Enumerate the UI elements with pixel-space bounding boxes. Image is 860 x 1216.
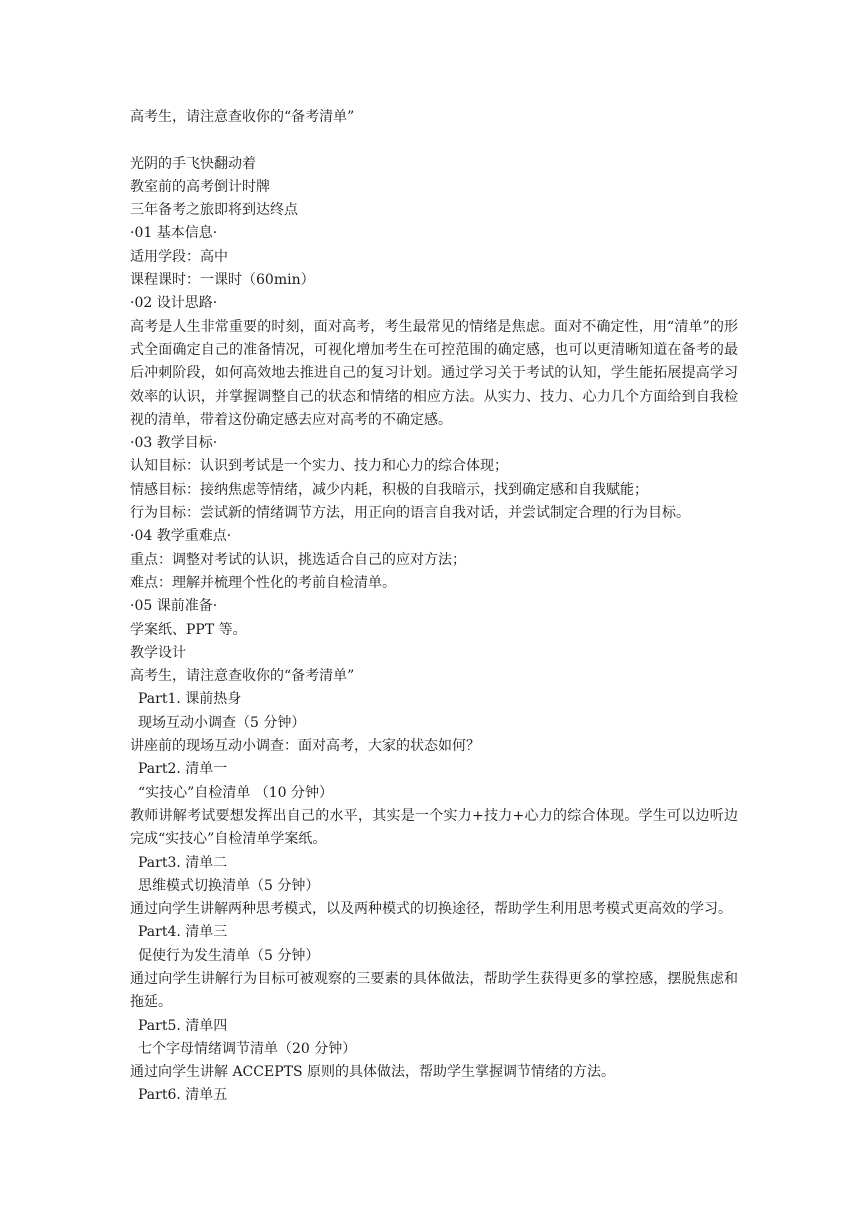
key-point-line: 重点：调整对考试的认识，挑选适合自己的应对方法； <box>130 551 466 568</box>
intro-line: 光阴的手飞快翻动着 <box>130 155 256 172</box>
part-label: Part6. 清单五 <box>138 1087 228 1104</box>
part-description: 讲座前的现场互动小调查：面对高考，大家的状态如何？ <box>130 738 480 755</box>
part-subtitle: “实技心”自检清单 （10 分钟） <box>138 784 334 801</box>
part-description: 通过向学生讲解 ACCEPTS 原则的具体做法，帮助学生掌握调节情绪的方法。 <box>130 1064 616 1081</box>
section-heading-preparation: ·05 课前准备· <box>130 598 218 615</box>
goal-line: 行为目标：尝试新的情绪调节方法，用正向的语言自我对话，并尝试制定合理的行为目标。 <box>130 505 690 522</box>
preparation-line: 学案纸、PPT 等。 <box>130 621 247 638</box>
teaching-design-heading: 教学设计 <box>130 644 186 661</box>
part-label: Part3. 清单二 <box>138 854 228 871</box>
intro-line: 三年备考之旅即将到达终点 <box>130 202 298 219</box>
part-subtitle: 促使行为发生清单（5 分钟） <box>138 947 320 964</box>
part-label: Part1. 课前热身 <box>138 691 242 708</box>
blank-line <box>130 129 738 152</box>
basic-info-line: 适用学段：高中 <box>130 248 228 265</box>
section-heading-design-idea: ·02 设计思路· <box>130 295 218 312</box>
goal-line: 认知目标：认识到考试是一个实力、技力和心力的综合体现； <box>130 458 508 475</box>
intro-line: 教室前的高考倒计时牌 <box>130 178 270 195</box>
document-page <box>130 106 738 1108</box>
goal-line: 情感目标：接纳焦虑等情绪，减少内耗，积极的自我暗示，找到确定感和自我赋能； <box>130 481 648 498</box>
section-heading-teaching-goals: ·03 教学目标· <box>130 435 218 452</box>
teaching-design-title: 高考生，请注意查收你的“备考清单” <box>130 668 355 685</box>
part-description: 教师讲解考试要想发挥出自己的水平，其实是一个实力+技力+心力的综合体现。学生可以边听边完成“实技心”自检清单学案纸。 <box>130 807 738 848</box>
key-point-line: 难点：理解并梳理个性化的考前自检清单。 <box>130 574 396 591</box>
part-label: Part2. 清单一 <box>138 761 228 778</box>
basic-info-line: 课程课时：一课时（60min） <box>130 272 315 289</box>
part-subtitle: 思维模式切换清单（5 分钟） <box>138 877 320 894</box>
part-label: Part5. 清单四 <box>138 1017 228 1034</box>
part-description: 通过向学生讲解行为目标可被观察的三要素的具体做法，帮助学生获得更多的掌控感，摆脱焦虑和拖延。 <box>130 970 738 1011</box>
part-subtitle: 现场互动小调查（5 分钟） <box>138 714 306 731</box>
design-idea-paragraph: 高考是人生非常重要的时刻，面对高考，考生最常见的情绪是焦虑。面对不确定性，用“清单”的形式全面确定自己的准备情况，可视化增加考生在可控范围的确定感，也可以更清晰知道在备考的最后冲刺阶段，如何高效地去推进自己的复习计划。通过学习关于考试的认知，学生能拓展提高学习效率的认识，并掌握调整自己的状态和情绪的相应方法。从实力、技力、心力几个方面给到自我检视的清单，带着这份确定感去应对高考的不确定感。 <box>130 318 738 428</box>
section-heading-key-points: ·04 教学重难点· <box>130 528 232 545</box>
part-subtitle: 七个字母情绪调节清单（20 分钟） <box>138 1040 357 1057</box>
section-heading-basic-info: ·01 基本信息· <box>130 225 218 242</box>
doc-title: 高考生，请注意查收你的“备考清单” <box>130 109 355 125</box>
part-description: 通过向学生讲解两种思考模式，以及两种模式的切换途径，帮助学生利用思考模式更高效的学习。 <box>130 901 732 918</box>
part-label: Part4. 清单三 <box>138 924 228 941</box>
